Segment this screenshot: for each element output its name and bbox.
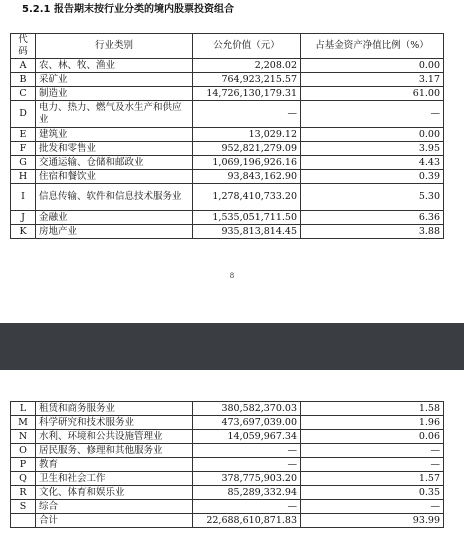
header-industry: 行业类别 [36, 34, 193, 59]
nav-ratio: 1.57 [301, 472, 444, 486]
industry-name: 房地产业 [36, 225, 193, 239]
industry-code: S [11, 500, 36, 514]
nav-ratio: 0.35 [301, 486, 444, 500]
fair-value: 764,923,215.57 [193, 73, 301, 87]
industry-name: 租赁和商务服务业 [36, 402, 193, 416]
nav-ratio: 93.99 [301, 514, 444, 528]
fair-value: 13,029.12 [193, 128, 301, 142]
industry-code: O [11, 444, 36, 458]
header-fair-value: 公允价值（元） [193, 34, 301, 59]
industry-code: E [11, 128, 36, 142]
nav-ratio: 1.58 [301, 402, 444, 416]
fair-value: — [193, 458, 301, 472]
industry-name: 农、林、牧、渔业 [36, 59, 193, 73]
fair-value: 1,069,196,926.16 [193, 156, 301, 170]
table-row [11, 170, 444, 184]
fair-value: 2,208.02 [193, 59, 301, 73]
industry-code: Q [11, 472, 36, 486]
industry-code: H [11, 170, 36, 184]
nav-ratio: — [301, 500, 444, 514]
nav-ratio: 0.00 [301, 128, 444, 142]
nav-ratio: 5.30 [301, 184, 444, 211]
table-row [11, 444, 444, 458]
industry-name: 卫生和社会工作 [36, 472, 193, 486]
fair-value: 952,821,279.09 [193, 142, 301, 156]
industry-name: 信息传输、软件和信息技术服务业 [36, 184, 193, 211]
industry-name: 合计 [36, 514, 193, 528]
table-header-row [11, 34, 444, 59]
industry-name: 建筑业 [36, 128, 193, 142]
table-row [11, 59, 444, 73]
industry-code: C [11, 87, 36, 101]
industry-name: 科学研究和技术服务业 [36, 416, 193, 430]
nav-ratio: — [301, 444, 444, 458]
industry-code: J [11, 211, 36, 225]
industry-name: 教育 [36, 458, 193, 472]
industry-code: D [11, 101, 36, 128]
table-row [11, 514, 444, 528]
table-row [11, 142, 444, 156]
table-row [11, 73, 444, 87]
table-row [11, 402, 444, 416]
industry-name: 综合 [36, 500, 193, 514]
table-row [11, 500, 444, 514]
header-nav-ratio: 占基金资产净值比例（%） [301, 34, 444, 59]
table-row [11, 87, 444, 101]
industry-name: 批发和零售业 [36, 142, 193, 156]
table-row [11, 211, 444, 225]
fair-value: 935,813,814.45 [193, 225, 301, 239]
nav-ratio: 3.88 [301, 225, 444, 239]
industry-code [11, 514, 36, 528]
industry-name: 金融业 [36, 211, 193, 225]
industry-code: R [11, 486, 36, 500]
nav-ratio: 4.43 [301, 156, 444, 170]
industry-code: B [11, 73, 36, 87]
nav-ratio: 3.17 [301, 73, 444, 87]
table-row [11, 430, 444, 444]
fair-value: — [193, 500, 301, 514]
fair-value: 22,688,610,871.83 [193, 514, 301, 528]
table-row [11, 472, 444, 486]
table-row [11, 101, 444, 128]
fair-value: 473,697,039.00 [193, 416, 301, 430]
industry-code: G [11, 156, 36, 170]
nav-ratio: 0.39 [301, 170, 444, 184]
nav-ratio: 0.06 [301, 430, 444, 444]
fair-value: — [193, 101, 301, 128]
industry-table-part2 [10, 401, 444, 528]
industry-code: I [11, 184, 36, 211]
industry-name: 水利、环境和公共设施管理业 [36, 430, 193, 444]
industry-code: K [11, 225, 36, 239]
fair-value: 1,278,410,733.20 [193, 184, 301, 211]
table-row [11, 128, 444, 142]
industry-name: 电力、热力、燃气及水生产和供应业 [36, 101, 193, 128]
section-heading: 5.2.1 报告期末按行业分类的境内股票投资组合 [22, 4, 234, 15]
table-row [11, 416, 444, 430]
industry-name: 文化、体育和娱乐业 [36, 486, 193, 500]
fair-value: 378,775,903.20 [193, 472, 301, 486]
nav-ratio: 6.36 [301, 211, 444, 225]
industry-code: P [11, 458, 36, 472]
fair-value: 14,726,130,179.31 [193, 87, 301, 101]
industry-name: 居民服务、修理和其他服务业 [36, 444, 193, 458]
nav-ratio: 1.96 [301, 416, 444, 430]
nav-ratio: — [301, 101, 444, 128]
industry-name: 交通运输、仓储和邮政业 [36, 156, 193, 170]
fair-value: 1,535,051,711.50 [193, 211, 301, 225]
page-break-gap [0, 323, 464, 370]
industry-code: L [11, 402, 36, 416]
industry-name: 住宿和餐饮业 [36, 170, 193, 184]
fair-value: 14,059,967.34 [193, 430, 301, 444]
header-code: 代码 [11, 34, 36, 59]
industry-name: 制造业 [36, 87, 193, 101]
nav-ratio: 0.00 [301, 59, 444, 73]
nav-ratio: 3.95 [301, 142, 444, 156]
table-row [11, 225, 444, 239]
industry-code: F [11, 142, 36, 156]
nav-ratio: 61.00 [301, 87, 444, 101]
fair-value: 380,582,370.03 [193, 402, 301, 416]
table-row [11, 458, 444, 472]
industry-code: A [11, 59, 36, 73]
fair-value: 93,843,162.90 [193, 170, 301, 184]
industry-name: 采矿业 [36, 73, 193, 87]
table-row [11, 156, 444, 170]
table-row [11, 184, 444, 211]
table-row [11, 486, 444, 500]
nav-ratio: — [301, 458, 444, 472]
industry-code: N [11, 430, 36, 444]
page-number: 8 [229, 272, 235, 280]
fair-value: — [193, 444, 301, 458]
industry-table-part1 [10, 33, 444, 239]
fair-value: 85,289,332.94 [193, 486, 301, 500]
industry-code: M [11, 416, 36, 430]
